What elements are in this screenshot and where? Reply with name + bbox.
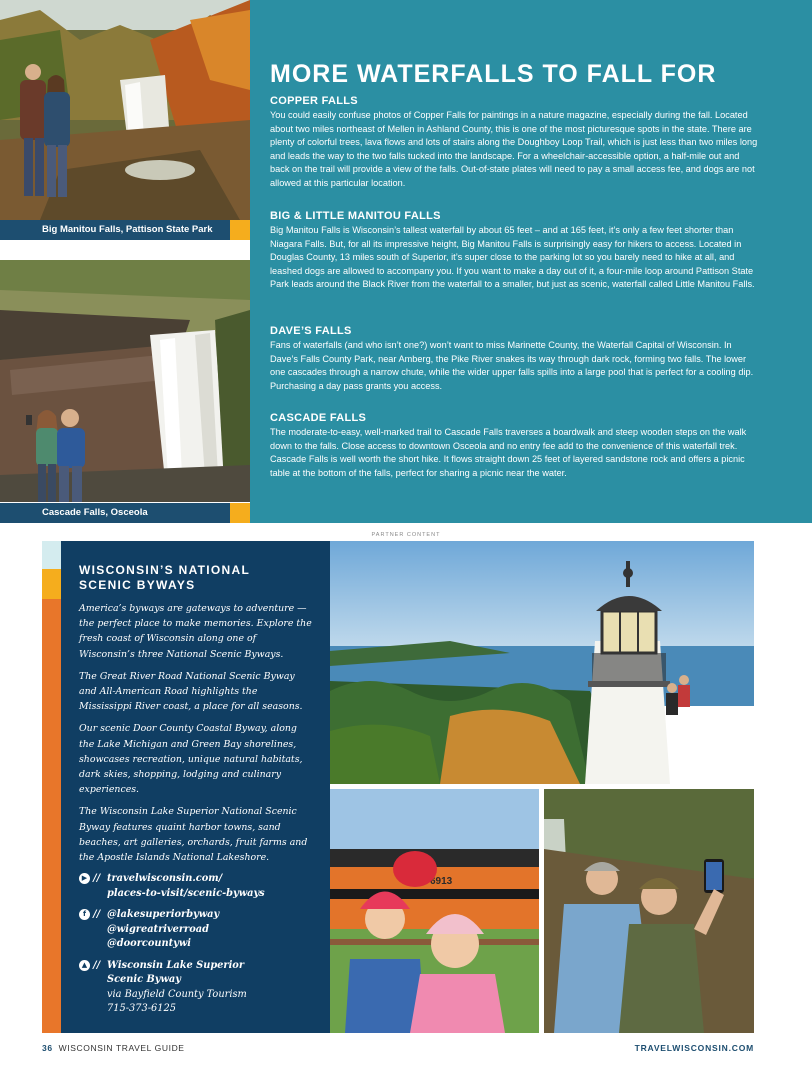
sidebar-paragraph: The Wisconsin Lake Superior National Scenic Byway features quaint harbor towns, sand beaches, art galleries, orchards, fruit farms and the Apostle Islands National Lakeshore. xyxy=(79,806,308,864)
website-line: places-to-visit/scenic-byways xyxy=(107,887,265,899)
arrow-circle-icon: ▶ xyxy=(79,873,90,884)
train-and-kids-photo xyxy=(330,789,539,1033)
waterfalls-article-panel xyxy=(250,0,812,523)
accent-square xyxy=(230,503,250,523)
tourism-contact xyxy=(79,959,312,1017)
social-handle-link[interactable]: @lakesuperiorbyway xyxy=(107,909,220,921)
lighthouse-photo xyxy=(330,541,754,784)
slashes-glyph: // xyxy=(93,959,101,971)
publication-name: WISCONSIN TRAVEL GUIDE xyxy=(58,1043,185,1053)
facebook-icon: f xyxy=(79,909,90,920)
accent-square xyxy=(230,220,250,240)
section-heading: COPPER FALLS xyxy=(270,95,358,107)
section-body: The moderate-to-easy, well-marked trail to Cascade Falls traverses a boardwalk and steep wooden steps on the walk down to the falls. Close access to downtown Osceola and no entry fee add to the convenience of this waterfall trek. Cascade Falls is well worth the short hike. It flows straight down 25 feet of layered sandstone rock and offers a picnic table at the bottom of the falls, perfect for sharing a picnic near the water. xyxy=(270,427,747,478)
scenic-byways-sidebar xyxy=(61,541,330,1033)
info-circle-icon: ▲ xyxy=(79,960,90,971)
social-handle-link[interactable]: @doorcountywi xyxy=(107,938,191,950)
website-link[interactable] xyxy=(79,872,312,901)
article-section-copper-falls xyxy=(270,95,758,191)
color-stripe xyxy=(42,541,61,569)
section-heading: BIG & LITTLE MANITOU FALLS xyxy=(270,210,441,222)
sidebar-paragraph: America’s byways are gateways to adventure — the perfect place to make memories. Explore the fresh coast of Wisconsin along one of Wisconsin’s three National Scenic Byways. xyxy=(79,603,312,660)
cascade-falls-photo xyxy=(0,260,250,502)
sidebar-title xyxy=(79,563,312,593)
contact-name: Wisconsin Lake Superior xyxy=(107,959,244,971)
sidebar-paragraph: The Great River Road National Scenic Byway and All-American Road highlights the Mississippi River coast, a place for all seasons. xyxy=(79,670,303,713)
section-heading: DAVE’S FALLS xyxy=(270,325,352,337)
photo-caption: Cascade Falls, Osceola xyxy=(42,507,148,518)
sidebar-title-line: WISCONSIN’S NATIONAL xyxy=(79,563,251,577)
website-line: travelwisconsin.com/ xyxy=(107,873,223,885)
contact-org: via Bayfield County Tourism xyxy=(107,988,247,1000)
color-stripe xyxy=(42,569,61,599)
section-body: Fans of waterfalls (and who isn’t one?) won’t want to miss Marinette County, the Waterfall Capital of Wisconsin. In Dave’s Falls County Park, near Amberg, the Pike River snakes its way through dark rock, forming two falls. The lower one cascades through a narrow chute, while the wider upper falls spills into a large pool that is perfect for a cooling dip. Purchasing a day pass grants you access. xyxy=(270,340,754,391)
partner-content-label: PARTNER CONTENT xyxy=(371,532,441,538)
article-section-manitou-falls xyxy=(270,210,758,292)
sidebar-paragraph: Our scenic Door County Coastal Byway, along the Lake Michigan and Green Bay shorelines, showcases recreation, unique natural habitats, dark skies, shopping, lodging and culinary experiences. xyxy=(79,723,303,796)
page-number: 36 xyxy=(42,1043,53,1053)
color-stripe xyxy=(42,599,61,1033)
social-handle-link[interactable]: @wigreatriverroad xyxy=(107,923,209,935)
contact-name: Scenic Byway xyxy=(107,974,181,986)
footer-website[interactable]: TRAVELWISCONSIN.COM xyxy=(634,1043,754,1053)
photo-caption: Big Manitou Falls, Pattison State Park xyxy=(42,224,213,235)
slashes-glyph: // xyxy=(93,873,101,885)
train-number: 6913 xyxy=(430,876,453,887)
article-section-daves-falls xyxy=(270,325,758,393)
section-body: Big Manitou Falls is Wisconsin’s tallest waterfall by about 65 feet – and at 165 feet, it’s only a few feet shorter than Niagara Falls. But, for all its impressive height, Big Manitou Falls is surprisingly easy for hikers to access. Located in Douglas County, 13 miles south of Superior, it’s super close to the parking lot so you barely need to hike at all, and leashed dogs are allowed to accompany you. If you want to make a day out of it, a four-mile loop around Pattison State Park leads around the Black River from the waterfall to a smaller, but just as scenic, waterfall called Little Manitou Falls. xyxy=(270,225,755,290)
section-heading: CASCADE FALLS xyxy=(270,412,367,424)
selfie-couple-photo xyxy=(544,789,754,1033)
contact-phone[interactable]: 715-373-6125 xyxy=(107,1003,176,1015)
social-handles xyxy=(79,908,312,952)
article-section-cascade-falls xyxy=(270,412,758,480)
slashes-glyph: // xyxy=(93,909,101,921)
page-footer xyxy=(42,1043,185,1053)
section-body: You could easily confuse photos of Copper Falls for paintings in a nature magazine, especially during the fall. Located about two miles northeast of Mellen in Ashland County, this is one of the most picturesque spots in the state. There are plenty of colorful trees, lava flows and lots of stairs along the Doughboy Loop Trail, which is just less than two miles long and leads the way to the two falls tucked into the landscape. For a wheelchair-accessible option, a half-mile out and back on the trail will provide a view of the falls. Out-of-state plates will need to pay a small access fee, and dogs are not allowed at this particular location. xyxy=(270,110,758,188)
caption-bar xyxy=(0,503,250,523)
big-manitou-falls-photo xyxy=(0,0,250,220)
caption-bar xyxy=(0,220,250,240)
sidebar-title-line: SCENIC BYWAYS xyxy=(79,578,196,592)
article-title: MORE WATERFALLS TO FALL FOR xyxy=(270,60,717,88)
